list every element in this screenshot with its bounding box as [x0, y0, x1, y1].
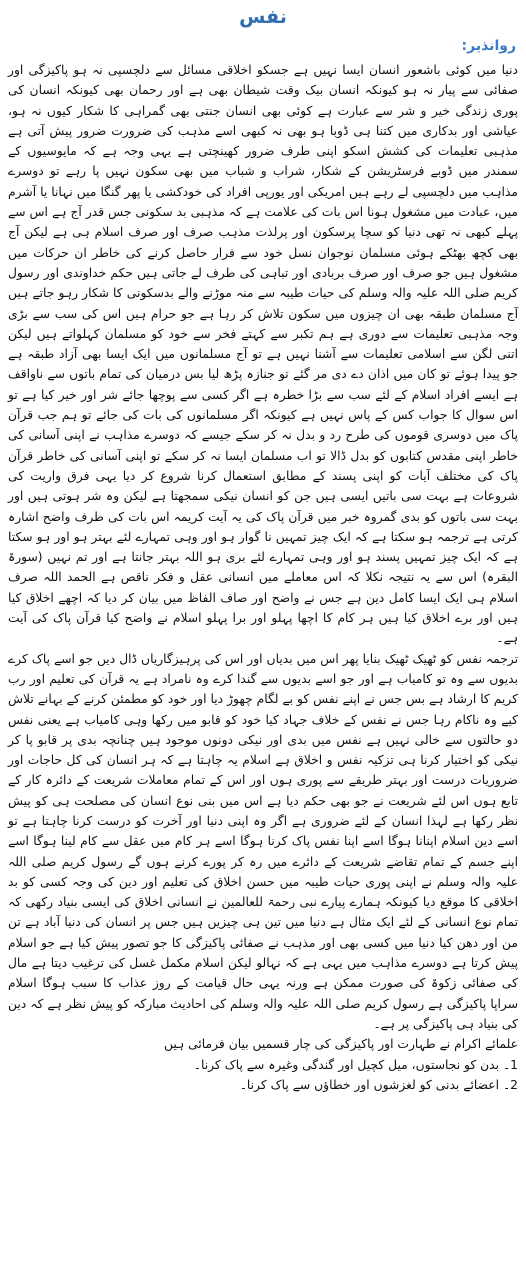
article-body [8, 60, 518, 1095]
list-item: 1۔ بدن کو نجاستوں، میل کچیل اور گندگی وغیرہ سے پاک کرنا۔ [193, 1057, 518, 1072]
author-name: روانذیر: [461, 38, 516, 54]
paragraph-ulama: علمائے اکرام نے طہارت اور پاکیزگی کی چار قسمیں بیان فرمائی ہیں [163, 1037, 518, 1052]
paragraph-translation: ترجمہ نفس کو ٹھیک ٹھیک بنایا پھر اس میں بدیاں اور اس کی پرہیزگاریاں ڈال دیں جو اسے پاک کرے بدیوں سے وہ تو کامیاب ہے اور جو اسے بدیوں سے گندا کرے وہ نامراد ہے یہ قرآن کی تعلیم اور رب کریم کا ارشاد ہے بس جس نے اپنے نفس کو بے لگام چھوڑ دیا اور خود کو مطمئن کرنے کے بہانے تلاش کیے وہ ناکام رہا جس نے نفس کے خلاف جہاد کیا خود کو قابو میں رکھا وہی کامیاب ہے یعنی نفس دو حالتوں سے خالی نہیں ہے نفس میں بدی اور نیکی دونوں موجود ہیں چنانچہ بدی پر قابو پا کر نیکی کو اختیار کرنا ہی تزکیہ نفس و اخلاق ہے اسلام یہ چاہتا ہے کہ ہر انسان کی کل حاجات اور ضروریات درست اور بہتر طریقے سے پوری ہوں اور اس کے تمام معاملات شریعت کے دائرہ کار کے تابع ہوں اس لئے شریعت نے جو بھی حکم دیا ہے اس میں بنی نوع انسان کی مصلحت ہی کو پیش نظر رکھا ہے لہذا انسان کے لئے ضروری ہے اگر وہ اپنی دنیا اور آخرت کو درست کرنا چاہتا ہے تو اسے دین اسلام اپنانا ہوگا اسے اپنا نفس پاک کرنا ہوگا اسے ہر کام میں عقل سے کام لینا ہوگا اسے اپنے جسم کے تمام تقاضے شریعت کے دائرے میں رہ کر پورے کرنے ہوں گے رسول کریم صلی اللہ علیہ والہ وسلم نے اپنی پوری حیات طیبہ میں حسن اخلاق کی تعلیم اور دین کی وجہ کسی کو بد اخلاقی کا موقع دیا کیونکہ ہمارے پیارے نبی رحمۃ للعالمین نے انسانی اخلاق کی ایسی بنیاد رکھی کہ تمام نوع انسانی کے لئے ایک مثال ہے دنیا میں تین ہی چیزیں ہیں جس پر انسان کی دنیا آباد ہے تن من اور دھن کیا دنیا میں کسی بھی اور مذہب نے صفائی پاکیزگی کا جو تصور پیش کیا ہے جو اسلام پیش کرتا ہے دوسرے مذاہب میں یہی ہے کہ نہالو لیکن اسلام مکمل غسل کی ترغیب دیتا ہے مال کی صفائی زکوۃ کی صورت ممکن ہے ورنہ یہی حال قیامت کے روز عذاب کا سبب ہوگا اسلام سراپا پاکیزگی ہے رسول کریم صلی اللہ علیہ والہ وسلم کی احادیث مبارکہ کو پیش نظر ہے کہ دین کی بنیاد ہی پاکیزگی پر ہے۔ [8, 651, 518, 1031]
list-item: 2۔ اعضائے بدنی کو لغزشوں اور خطاؤں سے پاک کرنا۔ [239, 1077, 518, 1092]
article-title: نفس [239, 6, 287, 28]
paragraph-intro: دنیا میں کوئی باشعور انسان ایسا نہیں ہے جسکو اخلاقی مسائل سے دلچسپی نہ ہو پاکیزگی اور صفائی سے پیار نہ ہو کیونکہ انسان بیک وقت شیطان بھی ہے اور رحمان بھی کیونکہ انسان کی پوری زندگی خیر و شر سے عبارت ہے کوئی بھی انسان جنتی بھی گمراہی کا شکار کیوں نہ ہو، عیاشی اور بدکاری میں کتنا ہی ڈوبا ہو بھی نہ کبھی اسے مذہب کی ضرورت ضرور پیش آتی ہے مذہبی تعلیمات کی کشش اسکو اپنی طرف ضرور کھینچتی ہے یہی وجہ ہے کہ مایوسیوں کے سمندر میں ڈوبے فرسٹریشن کے شکار، شراب و شباب میں بھی سکون نہیں پا رہے تو دوسرے مذاہب میں دلچسپی لے رہے ہیں امریکی اور یورپی افراد کی خودکشی یا پھر گنگا میں نہانا یا آشرم میں، عبادت میں مشغول ہونا اس بات کی علامت ہے کہ مذہبی بد سکونی جس قدر آج ہے اس سے پہلے کبھی نہ تھی دنیا کو سچا پرسکون اور پرلذت مذہب صرف اور صرف اسلام ہی ہے لیکن آج بھی کچھ بھٹکے ہوئی مسلمان نوجوان نسل خود سے فرار حاصل کرنے کی خاطر ان حرکات میں مشغول ہیں جو صرف اور صرف بربادی اور تباہی کی طرف لے جاتی ہیں حکم خداوندی اور رسول کریم صلی اللہ علیہ والہ وسلم کی حیات طیبہ سے منہ موڑنے والے بدسکونی کا شکار رہو جاتے ہیں آج مسلمان طبقہ بھی ان چیزوں میں سکون تلاش کر رہا ہے جو حرام ہیں اس کی سب سے بڑی وجہ مذہبی تعلیمات سے دوری ہے ہم تکبر سے کہتے فخر سے خود کو مسلمان کہلواتے ہیں لیکن اتنی لگن سے اسلامی تعلیمات سے آشنا نہیں ہے تو آج مسلمانوں میں ایک ایسا بھی آزاد طبقہ ہے جو پیدا ہوئے تو کان میں اذان دے دی مر گئے تو جنازہ پڑھ لیا بس درمیان کی تمام باتوں سے ناواقف ہے ایسے افراد اسلام کے لئے سب سے بڑا خطرہ ہے اگر کسی سے پوچھا جائے شر اور خیر کیا ہے تو اس سوال کا جواب کس کے پاس نہیں ہے کیونکہ اگر مسلمانوں کی بات کی جائے تو ہم جب قرآن پاک میں دوسری قوموں کی طرح رد و بدل نہ کر سکے جیسے کہ دوسرے مذاہب نے اپنی آسانی کی خاطر اپنی مقدس کتابوں کو بدل ڈالا تو اب مسلمان ایسا نہ کر سکے تو اپنی آسانی کی خاطر قرآن پاک کی مختلف آیات کو اپنی پسند کے مطابق استعمال کرنا شروع کر دیا یہی فرق واریت کی شروعات ہے بہت سی باتیں ایسی ہیں جن کو انسان نیکی سمجھتا ہے لیکن وہ شر ہوتی ہیں اور بہت سی باتوں کو بدی گمروہ خبر میں قرآن پاک کی یہ آیت کریمہ اس بات کی طرف واضح اشارہ کرتی ہے ترجمہ ہو سکتا ہے کہ ایک چیز تمہیں نا گوار ہو اور وہی تمہارے لئے بہتر ہو اور ہو سکتا ہے کہ ایک چیز تمہیں پسند ہو اور وہی تمہارے لئے بری ہو اللہ بہتر جانتا ہے اور تم نہیں (سورۃ البقرہ) اس سے یہ نتیجہ نکلا کہ اس معاملے میں انسانی عقل و فکر ناقص ہے الحمد اللہ صرف اسلام ہی ایک ایسا کامل دین ہے جس نے واضح اور صاف الفاظ میں بیان کر دیا کہ اچھے اخلاق کیا ہیں اور برے اخلاق کیا ہیں ہر کام کا اچھا پہلو اور برا پہلو اسلام نے واضح کیا قرآن پاک کی آیت ہے۔ [8, 63, 518, 646]
